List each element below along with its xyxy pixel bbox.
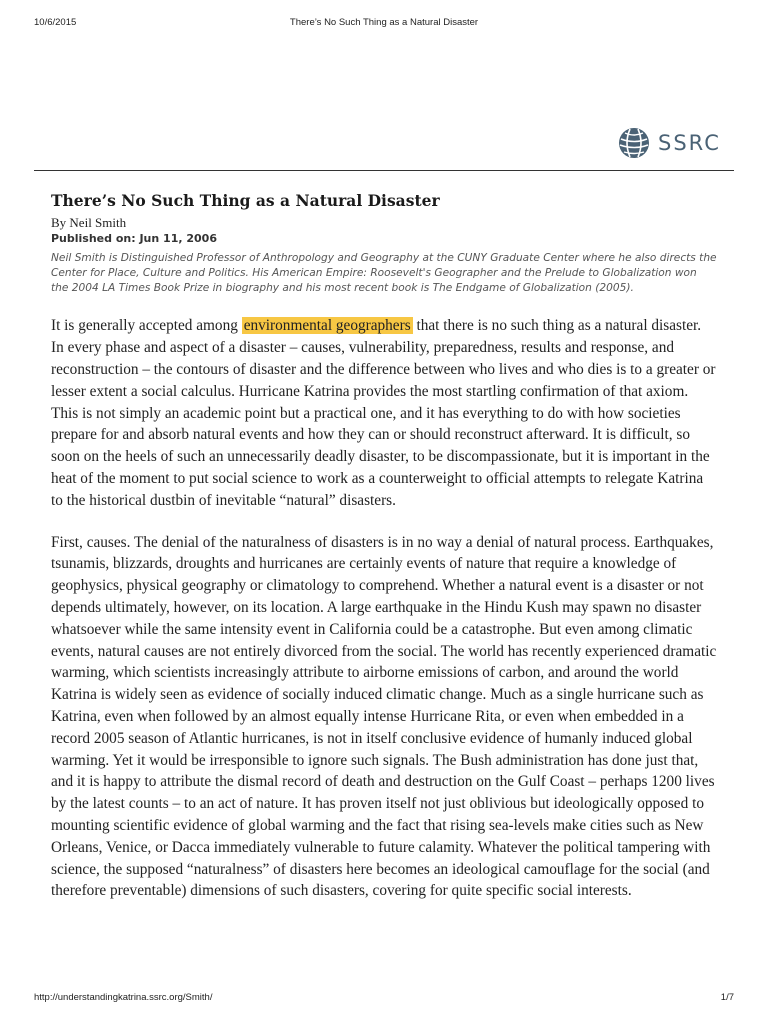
globe-icon	[618, 127, 650, 159]
print-url: http://understandingkatrina.ssrc.org/Smith/	[34, 992, 213, 1003]
article-byline: By Neil Smith	[51, 215, 127, 230]
print-date: 10/6/2015	[34, 17, 77, 28]
bio-text-2: won the 2004 LA Times Book Prize in biography and his most recent book is	[51, 266, 697, 294]
header-divider	[34, 170, 734, 171]
article-title: There’s No Such Thing as a Natural Disaster	[51, 191, 440, 210]
published-date: Published on: Jun 11, 2006	[51, 232, 217, 245]
print-footer	[0, 992, 768, 1006]
print-page-title: There’s No Such Thing as a Natural Disaster	[289, 17, 479, 28]
paragraph-1	[51, 315, 717, 511]
bio-book-2: The Endgame of Globalization	[432, 281, 592, 294]
paragraph-1-start: It is generally accepted among	[51, 317, 242, 335]
bio-book-1: American Empire: Roosevelt's Geographer and the Prelude to Globalization	[272, 266, 672, 279]
page-number: 1/7	[720, 992, 734, 1003]
print-header	[0, 17, 768, 31]
ssrc-logo[interactable]	[618, 126, 721, 160]
bio-text-3: (2005).	[591, 281, 634, 294]
highlighted-text[interactable]: environmental geographers	[243, 317, 411, 335]
article	[51, 187, 717, 902]
author-bio	[51, 251, 717, 295]
logo-text: SSRC	[658, 131, 721, 155]
paragraph-1-rest: that there is no such thing as a natural disaster. In every phase and aspect of a disaster – causes, vulnerability, preparedness, results and response, and reconstruction – the contours of disaster and the difference between who lives and who dies is to a greater or lesser extent a social calculus. Hurricane Katrina provides the most startling confirmation of that axiom. This is not simply an academic point but a practical one, and it has everything to do with how societies prepare for and absorb natural events and how they can or should reconstruct afterward. It is difficult, so soon on the heels of such an unnecessarily deadly disaster, to be discompassionate, but it is important in the heat of the moment to put social science to work as a counterweight to official attempts to relegate Katrina to the historical dustbin of inevitable “natural” disasters.	[51, 317, 716, 509]
paragraph-2: First, causes. The denial of the naturalness of disasters is in no way a denial of natural process. Earthquakes, tsunamis, blizzards, droughts and hurricanes are certainly events of nature that require a knowledge of geophysics, physical geography or climatology to comprehend. Whether a natural event is a disaster or not depends ultimately, however, on its location. A large earthquake in the Hindu Kush may spawn no disaster whatsoever while the same intensity event in California could be a catastrophe. But even among climatic events, natural causes are not entirely divorced from the social. The world has recently experienced dramatic warming, which scientists increasingly attribute to airborne emissions of carbon, and around the world Katrina is widely seen as evidence of socially induced climatic change. Much as a single hurricane such as Katrina, even when followed by an almost equally intense Hurricane Rita, or even when embedded in a record 2005 season of Atlantic hurricanes, is not in itself conclusive evidence of humanly induced global warming. Yet it would be irresponsible to ignore such signals. The Bush administration has done just that, and it is happy to attribute the dismal record of death and destruction on the Gulf Coast – perhaps 1200 lives by the latest counts – to an act of nature. It has proven itself not just oblivious but ideologically opposed to mounting scientific evidence of global warming and the fact that rising sea-levels make cities such as New Orleans, Venice, or Dacca immediately vulnerable to future calamity. Whatever the political tampering with science, the supposed “naturalness” of disasters here becomes an ideological camouflage for the social (and therefore preventable) dimensions of such disasters, covering for quite specific social interests.	[51, 533, 717, 900]
bio-text-1: Neil Smith is Distinguished Professor of Anthropology and Geography at the CUNY Graduate Center where he also directs the Center for Place, Culture and Politics. His	[51, 252, 717, 279]
